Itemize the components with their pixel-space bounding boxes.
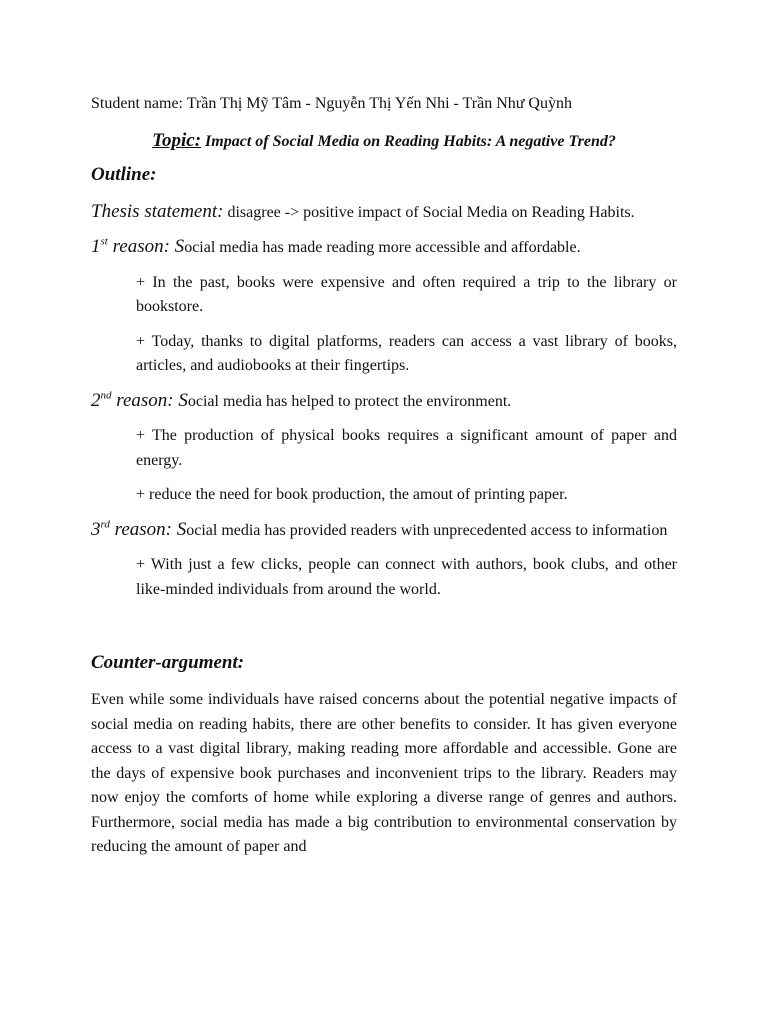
reason-2-bullet-1: + The production of physical books requires a significant amount of paper and energy. [136,427,677,469]
topic-label: Topic: [152,129,202,151]
document-content [91,92,677,860]
reason-1-number: 1 [91,236,101,257]
reason-1-label [91,236,184,257]
reason-1-bullet-2: + Today, thanks to digital platforms, readers can access a vast library of books, articles, and audiobooks at their fingertips. [136,332,677,374]
counter-argument-paragraph: Even while some individuals have raised concerns about the potential negative impacts of social media on reading habits, there are other benefits to consider. It has given everyone access to a vast digital library, making reading more affordable and accessible. Gone are the days of expensive book purchases and inconvenient trips to the library. Readers may now enjoy the comforts of home while exploring a diverse range of genres and authors. Furthermore, social media has made a big contribution to environmental conservation by reducing the amount of paper and [91,691,677,855]
reason-2-label [91,390,188,411]
thesis-label: Thesis statement: [91,200,224,222]
reason-3-label-text: reason: S [109,518,187,540]
student-label: Student name: [91,95,183,112]
student-names: Trần Thị Mỹ Tâm - Nguyễn Thị Yến Nhi - Trần Như Quỳnh [186,95,572,112]
topic-text: Impact of Social Media on Reading Habits: A negative Trend? [205,132,616,150]
reason-2-number: 2 [91,389,101,411]
reason-1-bullet-1: + In the past, books were expensive and often required a trip to the library or bookstore. [136,273,677,315]
reason-2-label-text: reason: S [111,389,188,411]
reason-1-text: ocial media has made reading more accessible and affordable. [184,239,581,256]
reason-1 [91,235,677,261]
outline-heading: Outline: [91,163,157,185]
reason-1-ordinal: st [100,235,108,248]
reason-1-label-text: reason: S [107,236,185,257]
reason-2-ordinal: nd [100,389,112,402]
reason-3-text: ocial media has provided readers with unprecedented access to information [186,521,668,539]
reason-3-label [91,519,186,540]
thesis-text: disagree -> positive impact of Social Media on Reading Habits. [227,203,635,221]
reason-3-bullet-1: + With just a few clicks, people can connect with authors, book clubs, and other like-minded individuals from around the world. [136,556,677,598]
student-line [91,92,677,117]
reason-2 [91,389,677,415]
topic-line [91,129,677,154]
reason-3-ordinal: rd [100,518,110,531]
reason-3-number: 3 [91,518,101,540]
thesis-statement [91,200,677,226]
counter-argument-heading: Counter-argument: [91,652,245,673]
reason-2-bullet-2: + reduce the need for book production, the amout of printing paper. [136,486,568,503]
reason-3 [91,518,677,544]
reason-2-text: ocial media has helped to protect the environment. [187,392,512,410]
